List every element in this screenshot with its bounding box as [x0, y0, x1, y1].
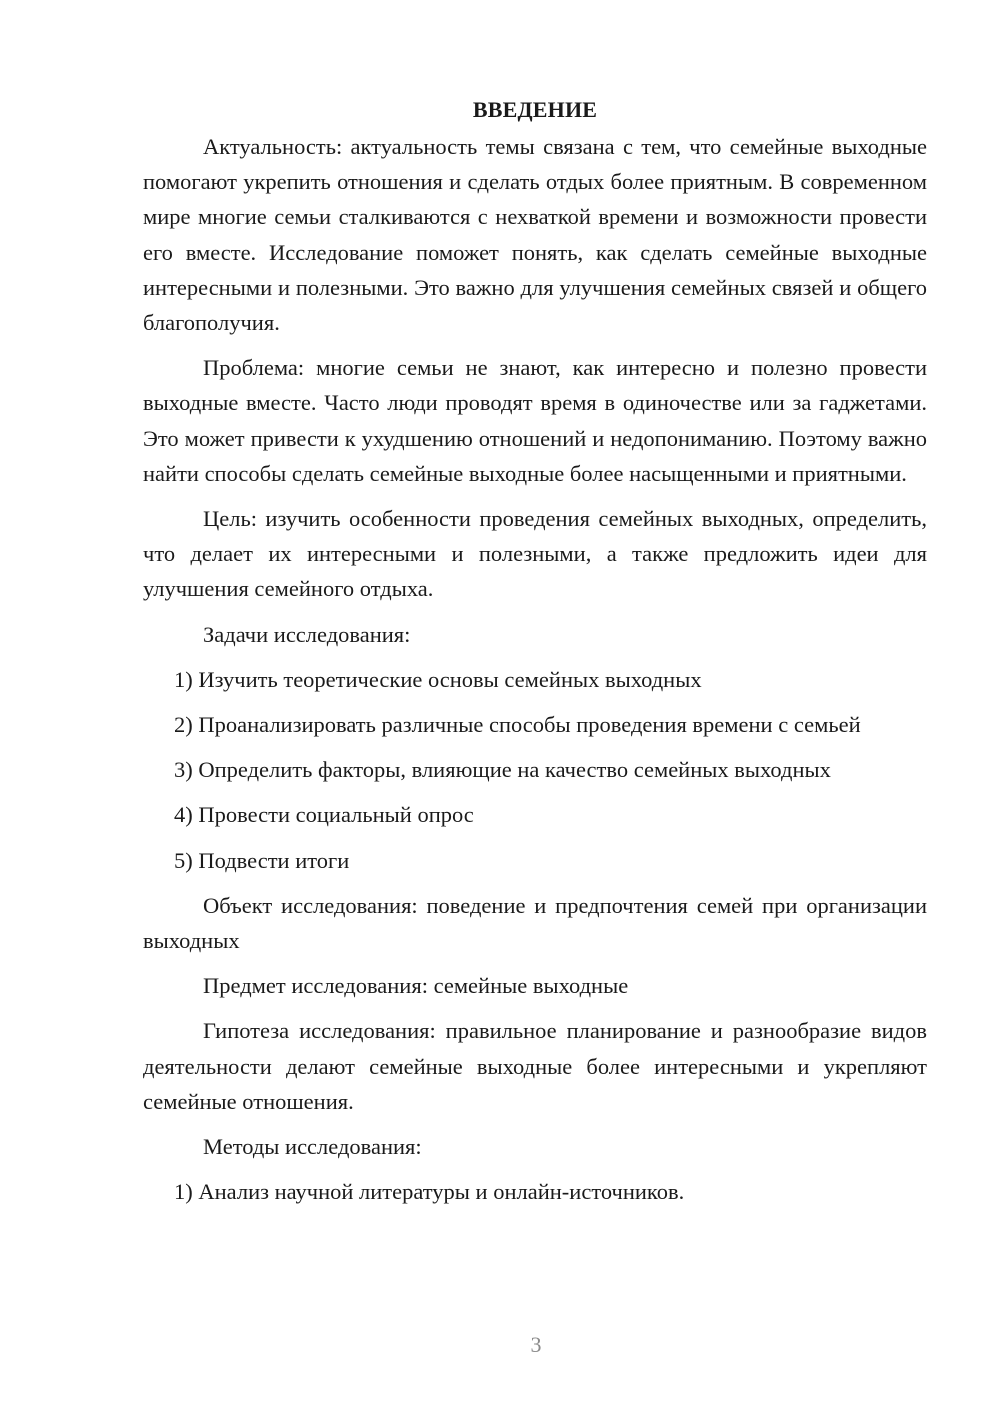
relevance-paragraph: Актуальность: актуальность темы связана с тем, что семейные выходные помогают укрепить отношения и сделать отдых более приятным. В современном мире многие семьи сталкиваются с нехваткой времени и возможности провести его вместе. Исследование поможет понять, как сделать семейные выходные интересными и полезными. Это важно для улучшения семейных связей и общего благополучия.	[143, 134, 927, 336]
page-number: 3	[530, 1332, 542, 1357]
subject-paragraph: Предмет исследования: семейные выходные	[203, 973, 629, 999]
methods-heading: Методы исследования:	[203, 1134, 422, 1160]
page-content	[143, 91, 927, 1219]
method-item: 1) Анализ научной литературы и онлайн-источников.	[174, 1179, 685, 1205]
section-heading: ВВЕДЕНИЕ	[472, 97, 598, 122]
tasks-heading: Задачи исследования:	[203, 621, 411, 647]
task-item: 5) Подвести итоги	[174, 847, 350, 873]
object-paragraph: Объект исследования: поведение и предпочтения семей при организации выходных	[143, 892, 927, 954]
task-item: 4) Провести социальный опрос	[174, 802, 474, 828]
problem-paragraph: Проблема: многие семьи не знают, как интересно и полезно провести выходные вместе. Часто люди проводят время в одиночестве или за гаджетами. Это может привести к ухудшению отношений и недопониманию. Поэтому важно найти способы сделать семейные выходные более насыщенными и приятными.	[143, 355, 927, 486]
task-item: 2) Проанализировать различные способы проведения времени с семьей	[174, 712, 861, 738]
task-item: 1) Изучить теоретические основы семейных выходных	[174, 666, 702, 692]
goal-paragraph: Цель: изучить особенности проведения семейных выходных, определить, что делает их интересными и полезными, а также предложить идеи для улучшения семейного отдыха.	[143, 506, 927, 602]
hypothesis-paragraph: Гипотеза исследования: правильное планирование и разнообразие видов деятельности делают семейные выходные более интересными и укрепляют семейные отношения.	[143, 1018, 927, 1114]
task-item: 3) Определить факторы, влияющие на качество семейных выходных	[174, 757, 831, 783]
